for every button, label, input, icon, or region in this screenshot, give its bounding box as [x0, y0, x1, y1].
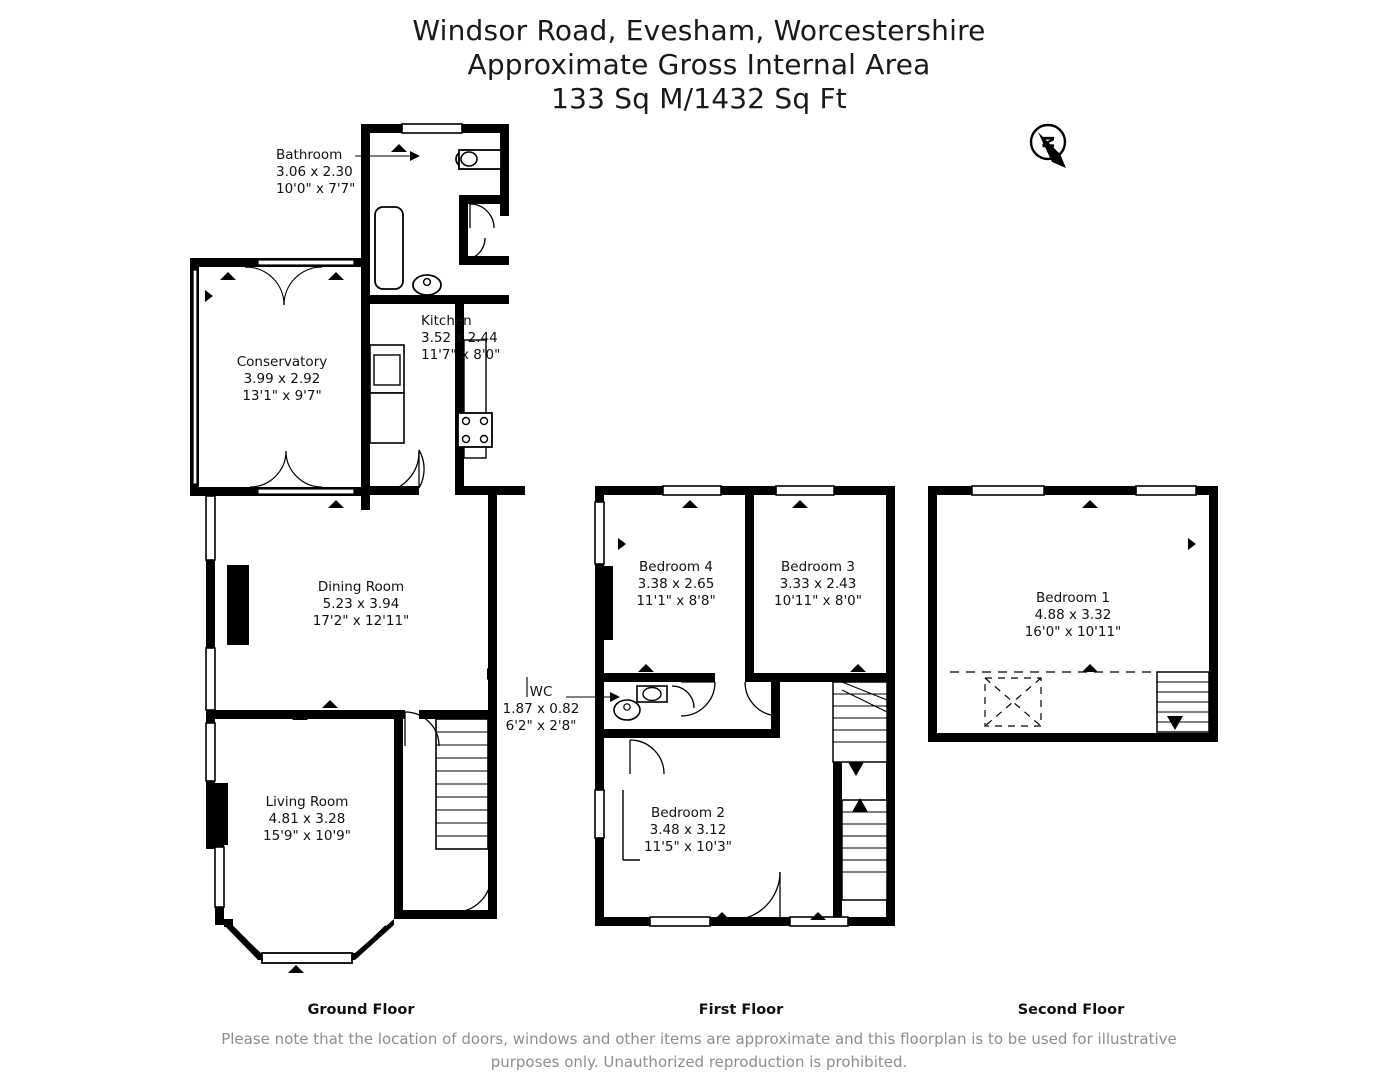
floor-caption-ground: Ground Floor [307, 1002, 415, 1018]
room-label-bedroom-4: Bedroom 4 3.38 x 2.65 11'1" x 8'8" [636, 559, 716, 609]
room-label-kitchen: Kitchen 3.52 x 2.44 11'7" x 8'0" [421, 313, 501, 363]
room-label-living-room: Living Room 4.81 x 3.28 15'9" x 10'9" [263, 794, 351, 844]
ground-floor-plan [190, 124, 525, 973]
plan-title-line-1: Windsor Road, Evesham, Worcestershire [412, 14, 986, 47]
room-label-bedroom-3: Bedroom 3 3.33 x 2.43 10'11" x 8'0" [774, 559, 862, 609]
first-floor-plan [595, 486, 895, 926]
disclaimer-line-2: purposes only. Unauthorized reproduction is prohibited. [490, 1053, 908, 1071]
floor-caption-second: Second Floor [1017, 1002, 1125, 1018]
room-label-conservatory: Conservatory 3.99 x 2.92 13'1" x 9'7" [236, 354, 328, 404]
disclaimer [199, 1028, 1199, 1074]
disclaimer-line-1: Please note that the location of doors, windows and other items are approximate and this floorplan is to be used for illustrative [221, 1030, 1177, 1048]
plan-title-line-2: Approximate Gross Internal Area [467, 48, 931, 81]
room-label-bathroom: Bathroom 3.06 x 2.30 10'0" x 7'7" [276, 147, 356, 197]
svg-text:N: N [1039, 135, 1058, 149]
room-label-dining-room: Dining Room 5.23 x 3.94 17'2" x 12'11" [312, 579, 410, 629]
room-label-wc: WC 1.87 x 0.82 6'2" x 2'8" [502, 684, 580, 734]
room-label-bedroom-1: Bedroom 1 4.88 x 3.32 16'0" x 10'11" [1024, 590, 1122, 640]
floor-caption-first: First Floor [698, 1002, 784, 1018]
room-label-bedroom-2: Bedroom 2 3.48 x 3.12 11'5" x 10'3" [644, 805, 732, 855]
plan-title-line-3: 133 Sq M/1432 Sq Ft [551, 82, 847, 115]
